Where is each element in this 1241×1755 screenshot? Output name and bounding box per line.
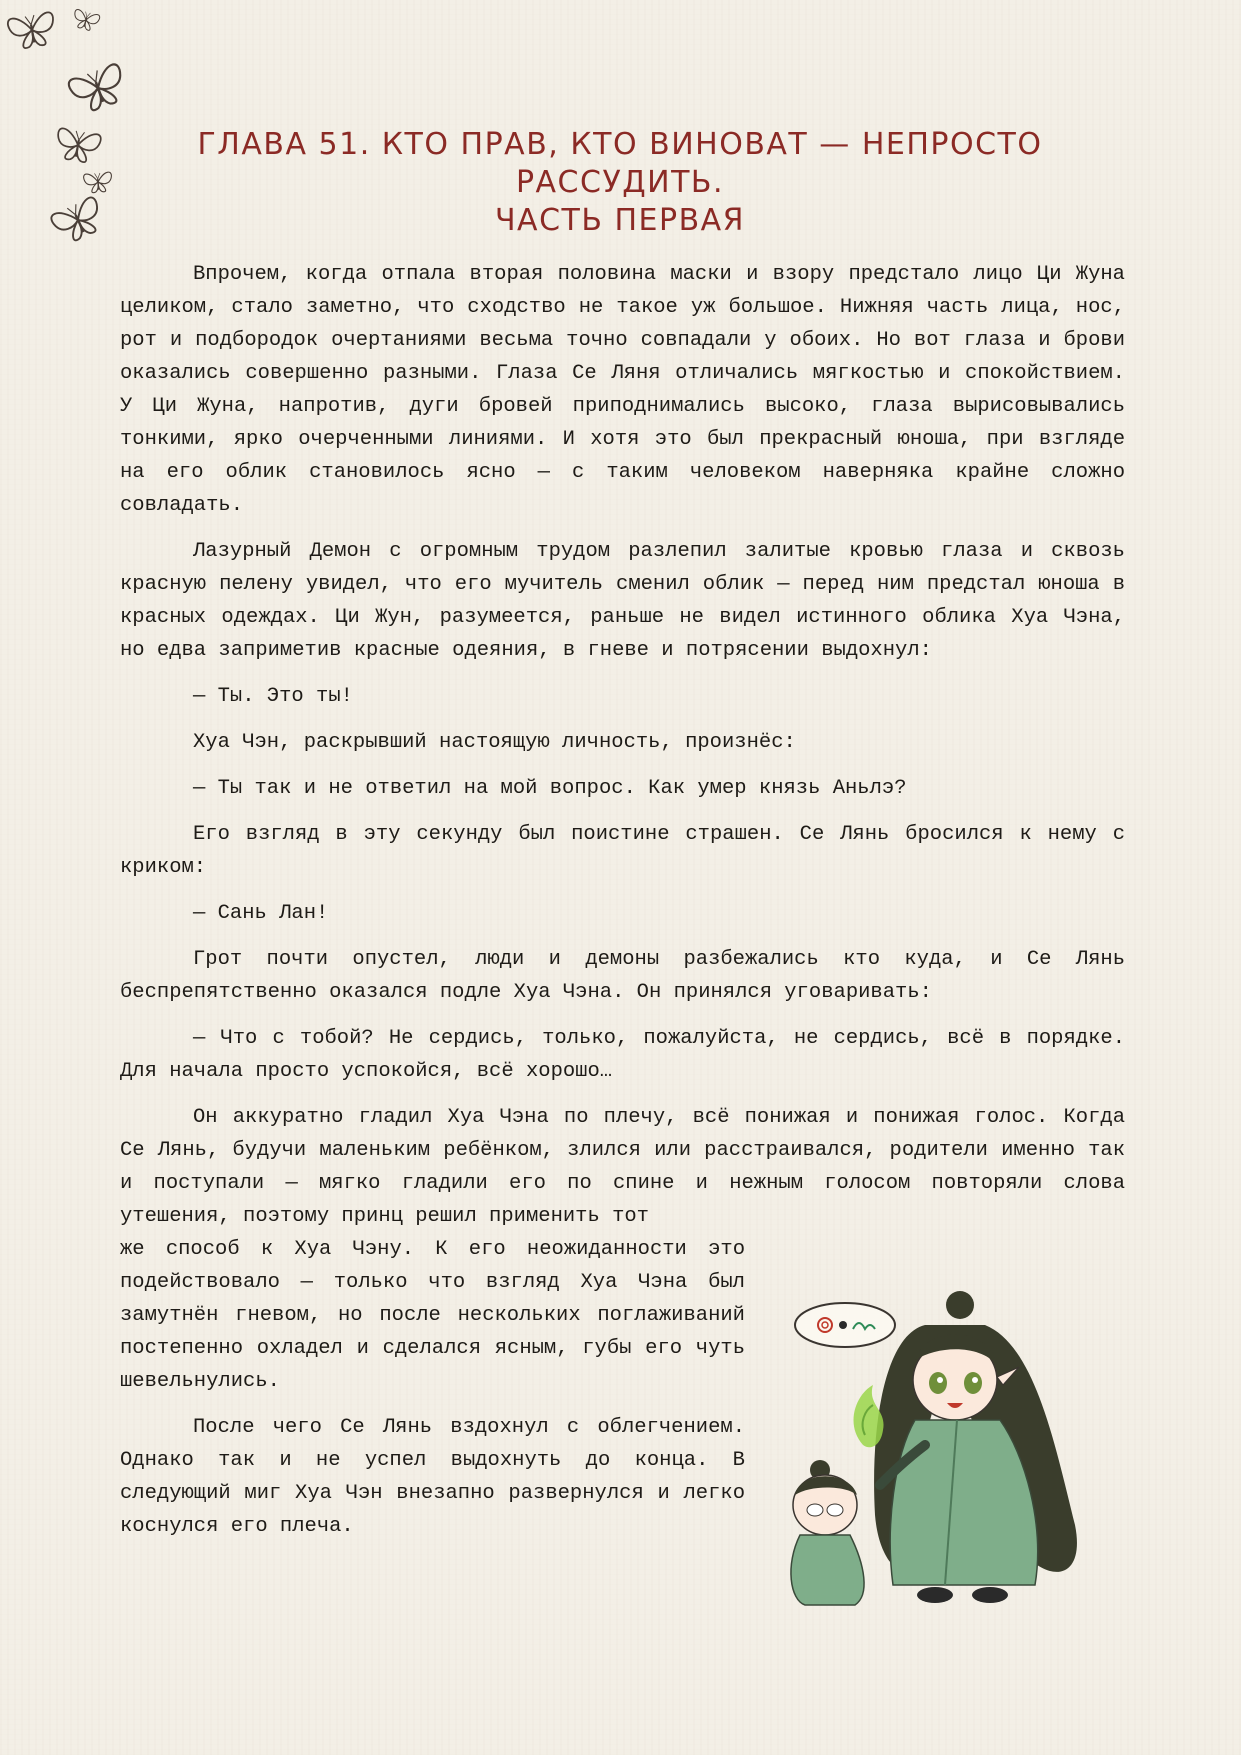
paragraph: Он аккуратно гладил Хуа Чэна по плечу, всё понижая и понижая голос. Когда Се Лянь, будучи маленьким ребёнком, злился или расстраивался, родители именно так и поступали — мягко гладили его по спине и нежным голосом повторяли слова утешения, поэтому принц решил применить тот: [120, 1106, 1125, 1228]
butterfly-icon: [54, 128, 102, 165]
chibi-characters-illustration: [775, 1285, 1160, 1615]
paragraph: же способ к Хуа Чэну. К его неожиданности это подействовало — только что взгляд Хуа Чэна был замутнён гневом, но после нескольких поглаживаний постепенно охладел и сделался ясным, губы его чуть шевельнулись.: [120, 1238, 745, 1393]
paragraph: — Что с тобой? Не сердись, только, пожалуйста, не сердись, всё в порядке. Для начала просто успокойся, всё хорошо…: [120, 1027, 1125, 1083]
paragraph: После чего Се Лянь вздохнул с облегчением. Однако так и не успел выдохнуть до конца. В следующий миг Хуа Чэн внезапно развернулся и легко коснулся его плеча.: [120, 1416, 745, 1538]
paragraph: — Сань Лан!: [193, 902, 329, 925]
butterfly-icon: [71, 9, 100, 32]
paragraph: Хуа Чэн, раскрывший настоящую личность, произнёс:: [193, 731, 796, 754]
paragraph: Лазурный Демон с огромным трудом разлепил залитые кровью глаза и сквозь красную пелену увидел, что его мучитель сменил облик — перед ним предстал юноша в красных одеждах. Ци Жун, разумеется, раньше не видел истинного облика Хуа Чэна, но едва заприметив красные одеяния, в гневе и потрясении выдохнул:: [120, 540, 1125, 662]
paragraph: Впрочем, когда отпала вторая половина маски и взору предстало лицо Ци Жуна целиком, стало заметно, что сходство не такое уж большое. Нижняя часть лица, нос, рот и подбородок очертаниями весьма точно совпадали у обоих. Но вот глаза и брови оказались совершенно разными. Глаза Се Ляня отличались мягкостью и спокойствием. У Ци Жуна, напротив, дуги бровей приподнимались высоко, глаза вырисовывались тонкими, ярко очерченными линиями. И хотя это был прекрасный юноша, при взгляде на его облик становилось ясно — с таким человеком наверняка крайне сложно совладать.: [120, 263, 1125, 517]
paragraph: — Ты так и не ответил на мой вопрос. Как умер князь Аньлэ?: [193, 777, 907, 800]
butterfly-icon: [50, 196, 108, 246]
butterfly-icon: [7, 12, 57, 51]
butterfly-icon: [83, 172, 112, 194]
butterfly-icon: [67, 63, 129, 116]
paragraph: — Ты. Это ты!: [193, 685, 353, 708]
speech-bubble-icon: [795, 1303, 895, 1347]
chapter-title-line-1: ГЛАВА 51. КТО ПРАВ, КТО ВИНОВАТ — НЕПРОСТО РАССУДИТЬ.: [197, 127, 1043, 200]
chapter-title: [115, 126, 1125, 240]
paragraph: Его взгляд в эту секунду был поистине страшен. Се Лянь бросился к нему с криком:: [120, 823, 1125, 879]
paragraph: Грот почти опустел, люди и демоны разбежались кто куда, и Се Лянь беспрепятственно оказался подле Хуа Чэна. Он принялся уговаривать:: [120, 948, 1125, 1004]
chapter-title-line-2: ЧАСТЬ ПЕРВАЯ: [494, 203, 746, 238]
